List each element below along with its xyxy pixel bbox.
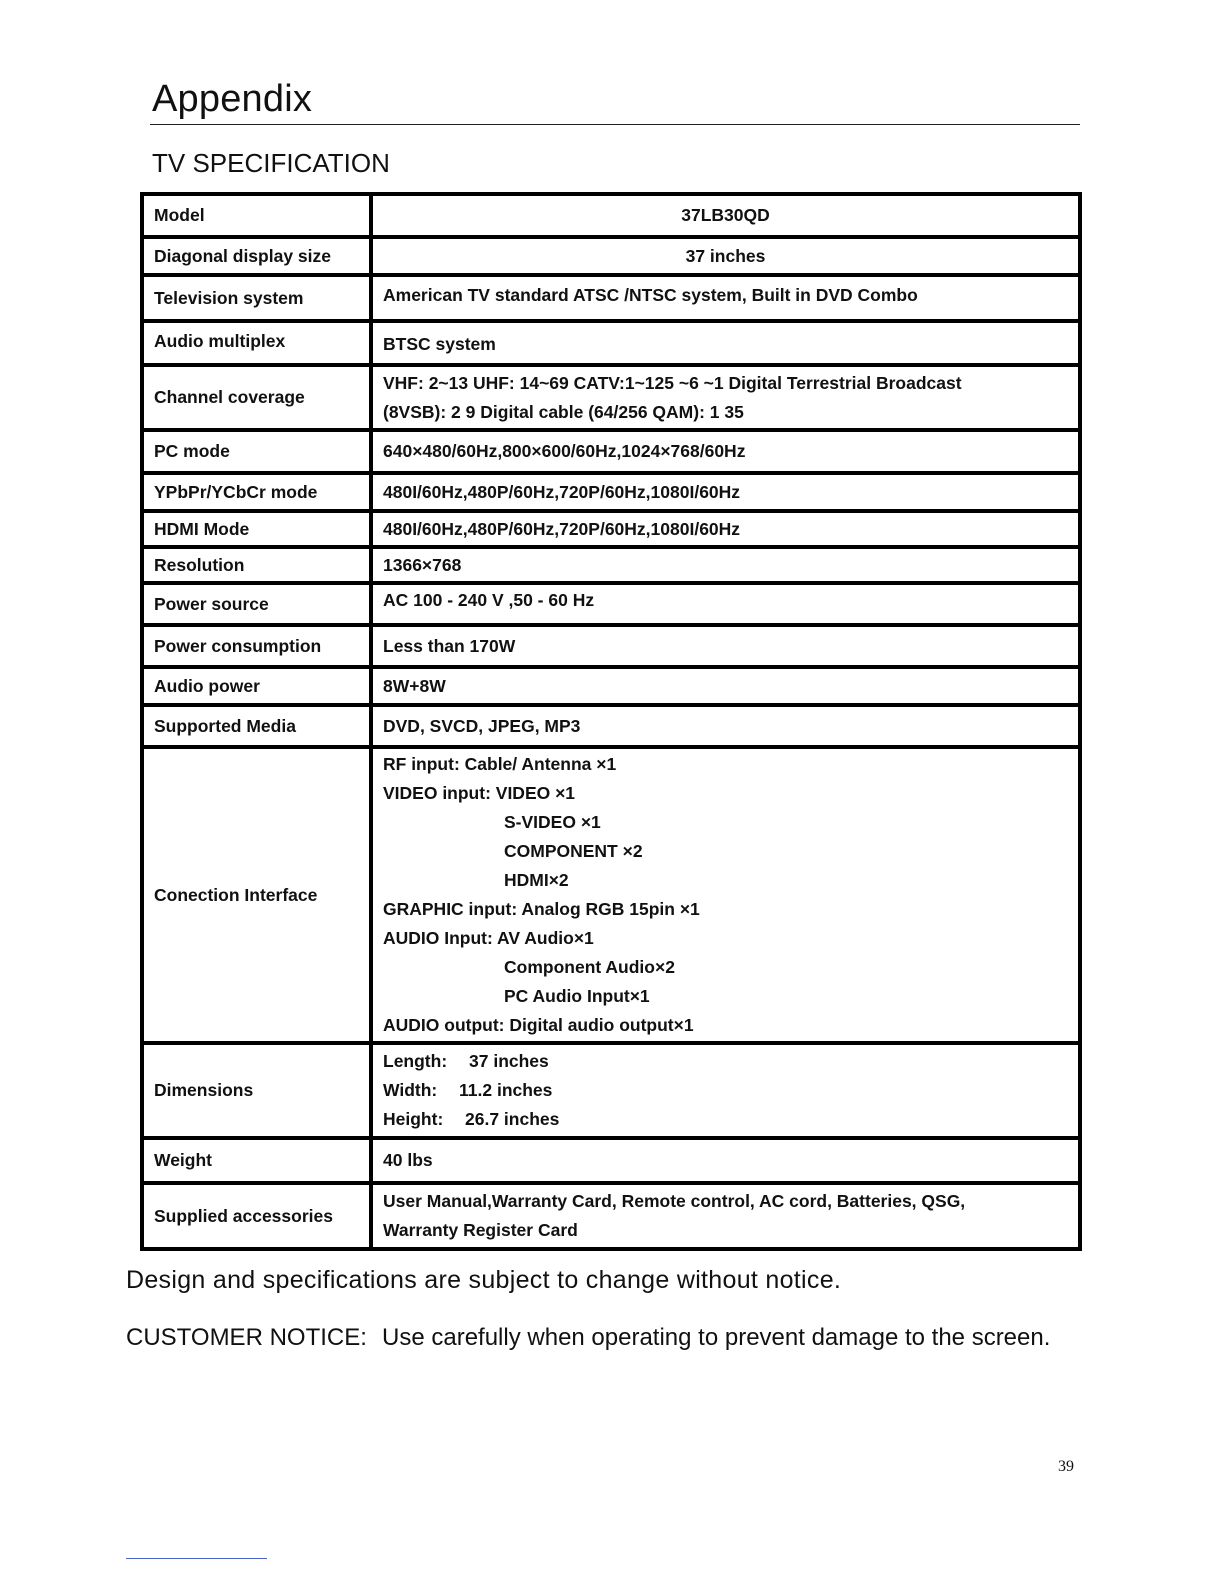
dimension-key: Width: [383, 1080, 438, 1100]
dimension-key: Length: [383, 1051, 448, 1071]
spec-label: Audio power [144, 665, 373, 703]
title-rule [150, 124, 1080, 125]
spec-label: PC mode [144, 428, 373, 471]
connection-line: AUDIO Input: AV Audio×1 [383, 928, 594, 948]
spec-row-connection [144, 745, 1078, 1041]
spec-label: Weight [144, 1136, 373, 1181]
connection-line: PC Audio Input×1 [504, 986, 650, 1006]
dimension-height [383, 1105, 1068, 1134]
customer-notice-label: CUSTOMER NOTICE: [126, 1324, 367, 1351]
spec-row-weight [144, 1136, 1078, 1181]
spec-value: 8W+8W [373, 665, 1078, 703]
spec-row-tv-system [144, 273, 1078, 319]
spec-label: Channel coverage [144, 363, 373, 428]
dimension-val: 26.7 inches [465, 1109, 560, 1129]
connection-line: COMPONENT ×2 [504, 841, 643, 861]
dimension-width [383, 1076, 1068, 1105]
spec-value: 40 lbs [373, 1136, 1078, 1181]
spec-value [373, 1041, 1078, 1136]
connection-line: GRAPHIC input: Analog RGB 15pin ×1 [383, 899, 700, 919]
customer-notice [126, 1324, 1050, 1352]
spec-row-resolution [144, 545, 1078, 581]
spec-label: Diagonal display size [144, 235, 373, 273]
spec-row-power-source [144, 581, 1078, 623]
spec-value: 1366×768 [373, 545, 1078, 581]
spec-label: Supported Media [144, 703, 373, 745]
spec-label: Power source [144, 581, 373, 623]
customer-notice-text: Use carefully when operating to prevent damage to the screen. [382, 1324, 1051, 1351]
spec-value: AC 100 - 240 V ,50 - 60 Hz [373, 581, 1078, 623]
spec-value: American TV standard ATSC /NTSC system, Built in DVD Combo [373, 273, 1078, 319]
spec-row-ypbpr [144, 471, 1078, 509]
spec-value: 37LB30QD [681, 205, 770, 225]
spec-value [373, 1181, 1078, 1247]
spec-label: Dimensions [144, 1041, 373, 1136]
spec-row-diagonal [144, 235, 1078, 273]
specification-notice: Design and specifications are subject to change without notice. [126, 1266, 842, 1294]
spec-label: Supplied accessories [144, 1181, 373, 1247]
spec-table [140, 192, 1082, 1251]
spec-value: Less than 170W [373, 623, 1078, 665]
spec-label: Resolution [144, 545, 373, 581]
spec-row-audio-power [144, 665, 1078, 703]
spec-value: 480I/60Hz,480P/60Hz,720P/60Hz,1080I/60Hz [373, 471, 1078, 509]
page-number: 39 [1058, 1458, 1074, 1475]
spec-value: 37 inches [373, 235, 1078, 273]
channel-line: (8VSB): 2 9 Digital cable (64/256 QAM): 1 35 [383, 401, 744, 422]
channel-line: VHF: 2~13 UHF: 14~69 CATV:1~125 ~6 ~1 Digital Terrestrial Broadcast [383, 372, 962, 393]
connection-line: HDMI×2 [504, 870, 569, 890]
spec-label: Model [144, 196, 373, 235]
accessories-line: Warranty Register Card [383, 1220, 578, 1240]
page-title: Appendix [152, 78, 313, 120]
connection-line: AUDIO output: Digital audio output×1 [383, 1015, 694, 1035]
spec-row-audio-multiplex [144, 319, 1078, 363]
dimension-val: 11.2 inches [459, 1080, 553, 1100]
spec-row-hdmi-mode [144, 509, 1078, 545]
accessories-line: User Manual,Warranty Card, Remote control, AC cord, Batteries, QSG, [383, 1191, 966, 1211]
spec-value: DVD, SVCD, JPEG, MP3 [373, 703, 1078, 745]
footnote-rule [126, 1558, 267, 1559]
connection-line: RF input: Cable/ Antenna ×1 [383, 754, 617, 774]
section-title: TV SPECIFICATION [152, 148, 390, 178]
spec-value: BTSC system [373, 319, 1078, 363]
spec-value: 480I/60Hz,480P/60Hz,720P/60Hz,1080I/60Hz [373, 509, 1078, 545]
spec-value [373, 745, 1078, 1041]
spec-row-pc-mode [144, 428, 1078, 471]
spec-label: HDMI Mode [144, 509, 373, 545]
dimension-key: Height: [383, 1109, 444, 1129]
spec-row-channel [144, 363, 1078, 428]
connection-line: Component Audio×2 [504, 957, 675, 977]
spec-row-accessories [144, 1181, 1078, 1247]
spec-value: 640×480/60Hz,800×600/60Hz,1024×768/60Hz [373, 428, 1078, 471]
spec-label: Television system [144, 273, 373, 319]
dimension-val: 37 inches [469, 1051, 549, 1071]
spec-value [373, 363, 1078, 428]
spec-label: Audio multiplex [144, 319, 373, 363]
connection-line: S-VIDEO ×1 [504, 812, 601, 832]
spec-row-model [144, 196, 1078, 235]
spec-label: Conection Interface [144, 745, 373, 1041]
spec-label: YPbPr/YCbCr mode [144, 471, 373, 509]
connection-line: VIDEO input: VIDEO ×1 [383, 783, 576, 803]
spec-row-dimensions [144, 1041, 1078, 1136]
spec-label: Power consumption [144, 623, 373, 665]
spec-row-power-consumption [144, 623, 1078, 665]
dimension-length [383, 1047, 1068, 1076]
spec-row-media [144, 703, 1078, 745]
